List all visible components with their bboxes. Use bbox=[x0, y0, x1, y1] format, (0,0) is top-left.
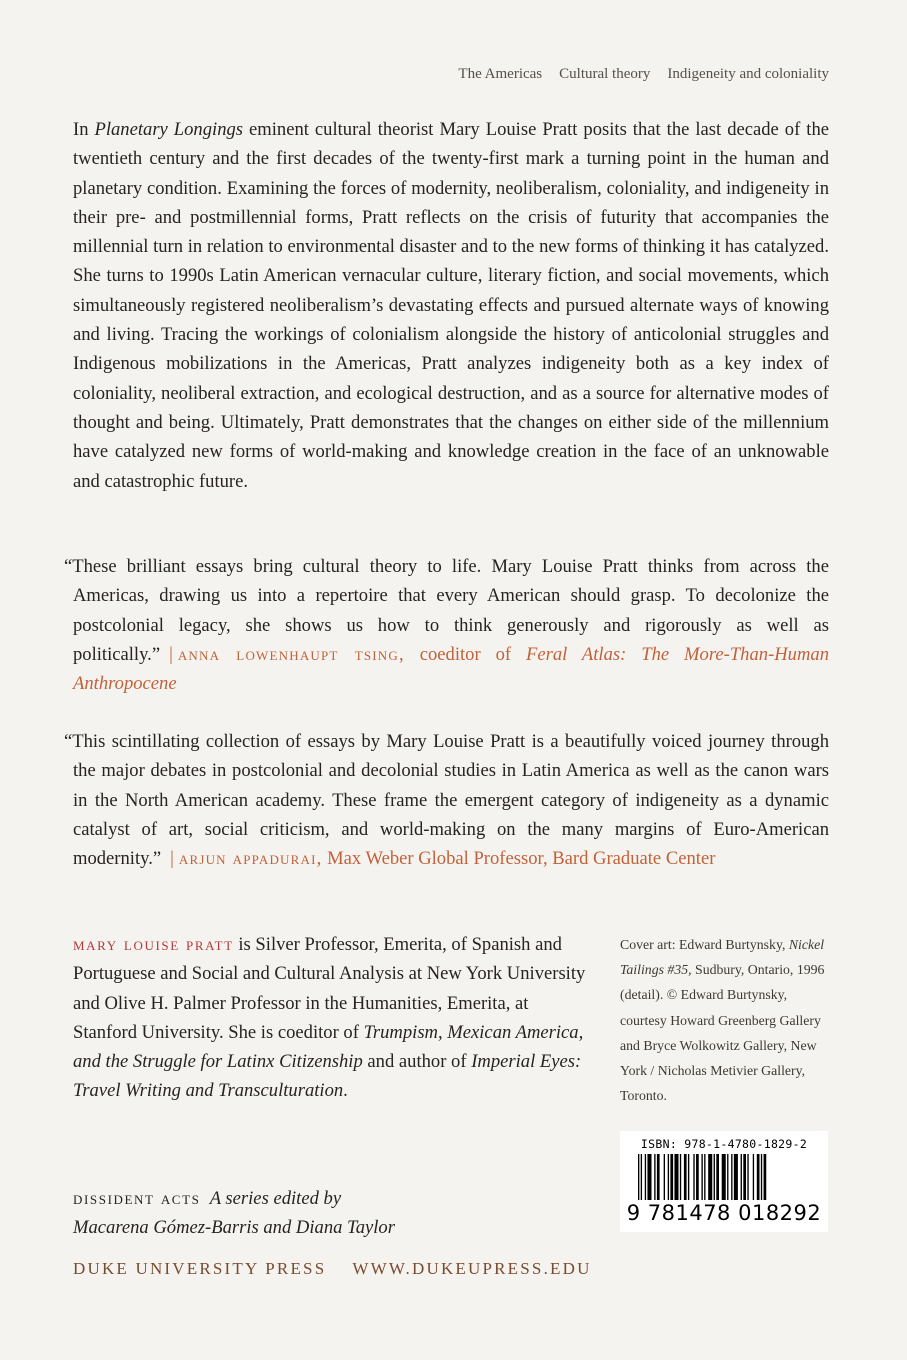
barcode-bar bbox=[674, 1154, 678, 1200]
barcode-bar bbox=[664, 1154, 665, 1200]
barcode-bar bbox=[684, 1154, 687, 1200]
barcode-bar bbox=[727, 1154, 728, 1200]
barcode-bar bbox=[680, 1154, 681, 1200]
barcode-bar bbox=[701, 1154, 702, 1200]
barcode-bar bbox=[704, 1154, 705, 1200]
barcode-bar bbox=[716, 1154, 719, 1200]
endorsement-tsing bbox=[64, 552, 830, 698]
series-name: dissident acts bbox=[73, 1188, 201, 1209]
cover-art-credit: Cover art: Edward Burtynsky, Nickel Tailings #35, Sudbury, Ontario, 1996 (detail). © Edward Burtynsky, courtesy Howard Greenberg Gallery and Bryce Wolkowitz Gallery, New York / Nicholas Metivier Gallery, Toronto. bbox=[620, 937, 825, 1104]
quote-attribution: arjun appadurai, Max Weber Global Professor, Bard Graduate Center bbox=[178, 848, 716, 870]
isbn-digits: 9 781478 018292 bbox=[626, 1201, 822, 1225]
book-description: In Planetary Longings eminent cultural theorist Mary Louise Pratt posits that the last decade of the twentieth century and the first decades of the twenty-first mark a turning point in the human and planetary condition. Examining the forces of modernity, neoliberalism, coloniality, and indigeneity in their pre- and postmillennial forms, Pratt reflects on the crisis of futurity that accompanies the millennial turn in relation to environmental disaster and to the new forms of thinking it has catalyzed. She turns to 1990s Latin American vernacular culture, literary fiction, and social movements, which simultaneously registered neoliberalism’s devastating effects and pursued alternate ways of knowing and living. Tracing the workings of colonialism alongside the history of anticolonial struggles and Indigenous mobilizations in the Americas, Pratt analyzes indigeneity both as a key index of coloniality, neoliberal extraction, and ecological destruction, and as a source for alternative modes of thought and being. Ultimately, Pratt demonstrates that the changes on either side of the millennium have catalyzed new forms of world-making and knowledge creation in the face of an unknowable and catastrophic future. bbox=[73, 119, 829, 492]
quote-separator: | bbox=[170, 848, 174, 870]
subject-americas: The Americas bbox=[458, 66, 543, 82]
book-title: Planetary Longings bbox=[94, 119, 244, 140]
barcode-bar bbox=[657, 1154, 660, 1200]
barcode-bar bbox=[747, 1154, 748, 1200]
isbn-label: ISBN: 978-1-4780-1829-2 bbox=[640, 1137, 808, 1151]
subject-cultural-theory: Cultural theory bbox=[559, 66, 651, 82]
quote-text: “These brilliant essays bring cultural theory to life. Mary Louise Pratt thinks from across the Americas, drawing us into a repertoire that every American should grasp. To decolonize the postcolonial legacy, she shows us how to think generously and rigorously as well as politically.” bbox=[64, 556, 829, 665]
barcode-bar bbox=[722, 1154, 726, 1200]
endorser-name: arjun appadurai, bbox=[178, 848, 323, 870]
barcode-bar bbox=[670, 1154, 673, 1200]
barcode-bar bbox=[708, 1154, 712, 1200]
isbn-barcode bbox=[620, 1131, 828, 1232]
barcode-bar bbox=[696, 1154, 699, 1200]
author-bio: mary louise pratt is Silver Professor, Emerita, of Spanish and Portuguese and Social and Cultural Analysis at New York University and Olive H. Palmer Professor in the Humanities, Emerita, at Stanford University. She is coeditor of Trumpism, Mexican America, and the Struggle for Latinx Citizenship and author of Imperial Eyes: Travel Writing and Transculturation. bbox=[73, 934, 586, 1102]
barcode-bar bbox=[654, 1154, 655, 1200]
barcode-bar bbox=[764, 1154, 767, 1200]
barcode-bar bbox=[645, 1154, 646, 1200]
publisher-name: DUKE UNIVERSITY PRESS bbox=[73, 1259, 327, 1278]
barcode-bar bbox=[761, 1154, 762, 1200]
author-name: mary louise pratt bbox=[73, 934, 234, 955]
endorser-work: Feral Atlas: The More-Than-Human Anthropocene bbox=[73, 643, 830, 695]
series-info: dissident acts A series edited by Macarena Gómez-Barris and Diana Taylor bbox=[73, 1188, 395, 1239]
barcode-bar bbox=[743, 1154, 746, 1200]
publisher-website: WWW.DUKEUPRESS.EDU bbox=[352, 1259, 592, 1278]
quote-attribution: anna lowenhaupt tsing, coeditor of Feral Atlas: The More-Than-Human Anthropocene bbox=[73, 643, 830, 695]
publisher-footer bbox=[73, 1259, 592, 1279]
barcode-bar bbox=[688, 1154, 689, 1200]
barcode-bar bbox=[741, 1154, 742, 1200]
barcode-bar bbox=[731, 1154, 732, 1200]
barcode-bar bbox=[757, 1154, 760, 1200]
endorser-name: anna lowenhaupt tsing, bbox=[177, 643, 405, 665]
barcode-bar bbox=[647, 1154, 651, 1200]
barcode-bar bbox=[714, 1154, 715, 1200]
endorsement-appadurai bbox=[64, 727, 829, 873]
barcode-bar bbox=[734, 1154, 738, 1200]
quote-text: “This scintillating collection of essays by Mary Louise Pratt is a beautifully voiced journey through the major debates in postcolonial and decolonial studies in Latin America as well as the canon wars in the North American academy. These frame the emergent category of indigeneity as a dynamic catalyst of art, social criticism, and world-making on the many margins of Euro-American modernity.” bbox=[64, 731, 829, 870]
barcode-bar bbox=[668, 1154, 669, 1200]
subject-indigeneity: Indigeneity and coloniality bbox=[667, 66, 829, 82]
subject-categories bbox=[458, 66, 829, 83]
barcode-bar bbox=[641, 1154, 642, 1200]
barcode-bar bbox=[753, 1154, 754, 1200]
barcode-bar bbox=[638, 1154, 639, 1200]
barcode-icon bbox=[638, 1154, 810, 1200]
quote-separator: | bbox=[169, 643, 173, 665]
barcode-bar bbox=[693, 1154, 694, 1200]
